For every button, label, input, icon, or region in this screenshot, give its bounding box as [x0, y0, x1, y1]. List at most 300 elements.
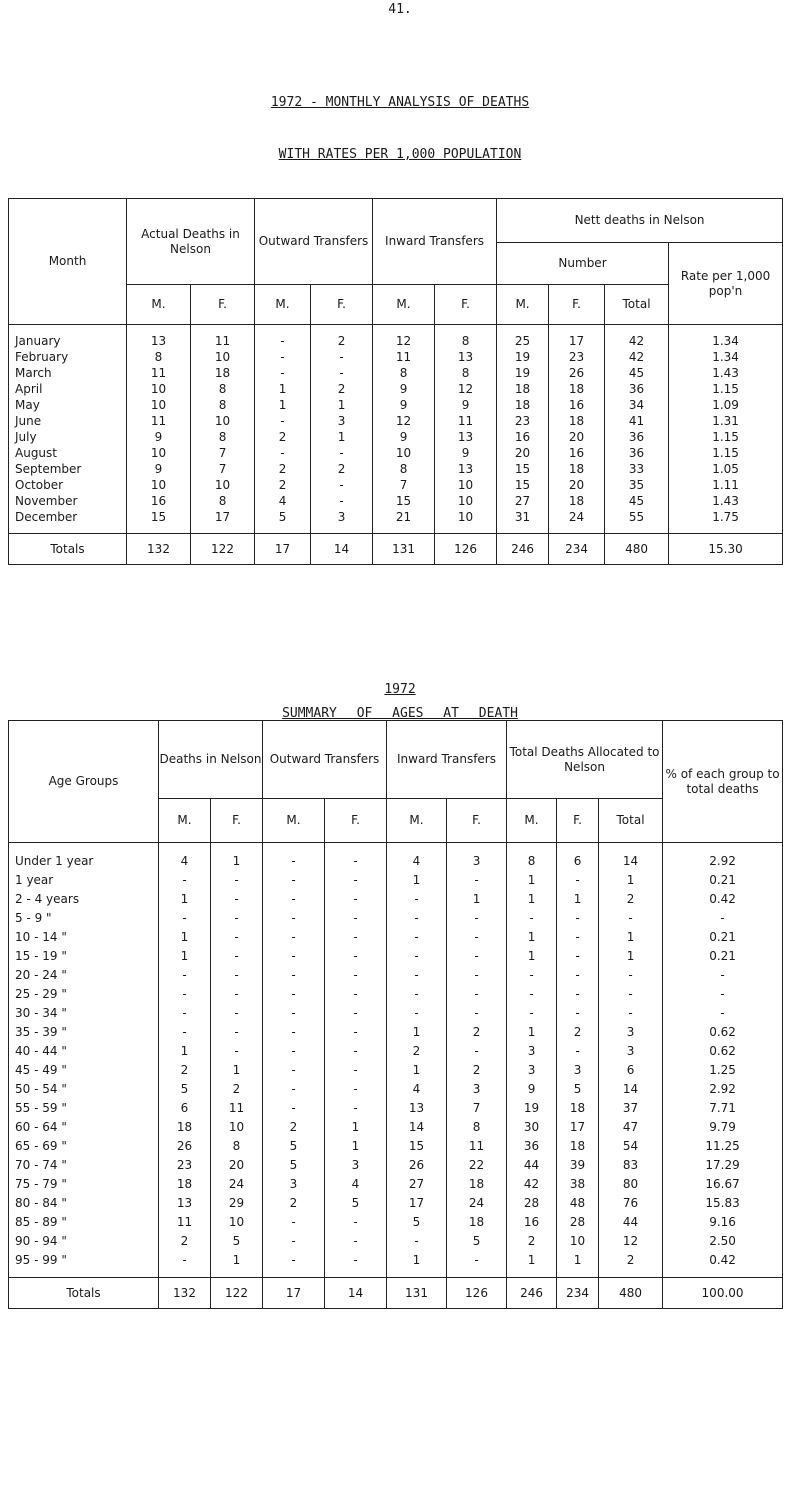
table-cell: - [325, 843, 387, 871]
totals-cell: 100.00 [663, 1278, 783, 1309]
table-cell: 47 [599, 1117, 663, 1136]
totals-cell: 246 [507, 1278, 557, 1309]
row-label: 85 - 89 " [9, 1212, 159, 1231]
totals-cell: 131 [373, 534, 435, 565]
table-cell: - [663, 984, 783, 1003]
table-cell: 18 [549, 493, 605, 509]
table-cell: - [211, 984, 263, 1003]
age-group-row [9, 870, 783, 889]
table-cell: - [255, 325, 311, 350]
row-label: August [9, 445, 127, 461]
table-cell: 18 [549, 413, 605, 429]
table-cell: 11 [211, 1098, 263, 1117]
summary-title [0, 706, 800, 721]
table-cell: 31 [497, 509, 549, 534]
row-label: June [9, 413, 127, 429]
table-cell: 4 [325, 1174, 387, 1193]
table-cell: - [557, 1003, 599, 1022]
table-cell: 0.42 [663, 889, 783, 908]
table-cell: - [325, 1079, 387, 1098]
table-cell: 5 [255, 509, 311, 534]
table-cell: 23 [497, 413, 549, 429]
table-cell: 5 [263, 1136, 325, 1155]
table-cell: 7 [191, 461, 255, 477]
table-cell: 8 [191, 493, 255, 509]
totals-cell: 246 [497, 534, 549, 565]
table-cell: 18 [557, 1098, 599, 1117]
row-label: 80 - 84 " [9, 1193, 159, 1212]
age-group-row [9, 1250, 783, 1278]
table-cell: 24 [549, 509, 605, 534]
table-cell: - [263, 908, 325, 927]
table-cell: 18 [497, 381, 549, 397]
month-row [9, 413, 783, 429]
table-cell: - [387, 889, 447, 908]
row-label: 55 - 59 " [9, 1098, 159, 1117]
table-cell: 14 [387, 1117, 447, 1136]
totals-cell: 17 [255, 534, 311, 565]
table-cell: 10 [127, 477, 191, 493]
table-cell: 6 [599, 1060, 663, 1079]
table-cell: 18 [159, 1174, 211, 1193]
table-cell: 15 [127, 509, 191, 534]
table-cell: - [447, 1041, 507, 1060]
table-cell: - [387, 908, 447, 927]
header-month: Month [9, 199, 127, 325]
header-m: M. [497, 285, 549, 325]
table-cell: - [325, 1250, 387, 1278]
month-row [9, 349, 783, 365]
header-total-allocated: Total Deaths Allocated to Nelson [507, 721, 663, 799]
table-cell: 1 [599, 946, 663, 965]
table-cell: 2 [599, 889, 663, 908]
table-cell: 2.92 [663, 843, 783, 871]
age-group-row [9, 1041, 783, 1060]
totals-cell: 132 [159, 1278, 211, 1309]
table-cell: 0.21 [663, 946, 783, 965]
table-cell: 8 [373, 461, 435, 477]
table-cell: 9.16 [663, 1212, 783, 1231]
table-cell: - [447, 927, 507, 946]
table-cell: 27 [387, 1174, 447, 1193]
table-cell: 17 [387, 1193, 447, 1212]
table-cell: 12 [373, 413, 435, 429]
table-cell: 4 [387, 843, 447, 871]
table-cell: 10 [191, 413, 255, 429]
totals-cell: 234 [557, 1278, 599, 1309]
table-cell: 39 [557, 1155, 599, 1174]
header-actual-deaths: Actual Deaths in Nelson [127, 199, 255, 285]
table-cell: 13 [435, 349, 497, 365]
table-cell: 16 [127, 493, 191, 509]
table-cell: 13 [159, 1193, 211, 1212]
table-cell: - [159, 1022, 211, 1041]
row-label: November [9, 493, 127, 509]
table-cell: 2 [447, 1060, 507, 1079]
table-cell: - [663, 965, 783, 984]
table-cell: 1 [211, 1250, 263, 1278]
table-cell: 2 [599, 1250, 663, 1278]
table-cell: - [311, 493, 373, 509]
table-cell: 13 [127, 325, 191, 350]
header-deaths-in-nelson: Deaths in Nelson [159, 721, 263, 799]
header-inward-transfers: Inward Transfers [373, 199, 497, 285]
table-cell: - [447, 870, 507, 889]
table-cell: 1.11 [669, 477, 783, 493]
table-cell: 1 [255, 397, 311, 413]
age-group-row [9, 965, 783, 984]
totals-label: Totals [9, 1278, 159, 1309]
table-cell: 10 [211, 1117, 263, 1136]
table-cell: 8 [507, 843, 557, 871]
table-cell: 1 [507, 889, 557, 908]
table-cell: - [159, 1250, 211, 1278]
table-cell: 3 [447, 1079, 507, 1098]
table-cell: 1 [211, 1060, 263, 1079]
table-cell: 1 [387, 1022, 447, 1041]
table-cell: - [387, 946, 447, 965]
table-cell: 8 [373, 365, 435, 381]
age-group-row [9, 908, 783, 927]
age-group-row [9, 1003, 783, 1022]
table-cell: 10 [557, 1231, 599, 1250]
table-cell: - [447, 984, 507, 1003]
totals-cell: 480 [605, 534, 669, 565]
table-cell: 12 [435, 381, 497, 397]
table-cell: 3 [507, 1060, 557, 1079]
header-age-groups: Age Groups [9, 721, 159, 843]
table-cell: 1.15 [669, 381, 783, 397]
header-total: Total [605, 285, 669, 325]
table-cell: 10 [373, 445, 435, 461]
row-label: 45 - 49 " [9, 1060, 159, 1079]
table-cell: 17 [549, 325, 605, 350]
row-label: March [9, 365, 127, 381]
table-cell: 1.15 [669, 445, 783, 461]
table-cell: 13 [435, 461, 497, 477]
table-cell: 42 [507, 1174, 557, 1193]
table-cell: - [263, 889, 325, 908]
table-cell: - [211, 889, 263, 908]
table-cell: 0.21 [663, 927, 783, 946]
table-cell: 42 [605, 325, 669, 350]
table-cell: - [211, 1003, 263, 1022]
row-label: 25 - 29 " [9, 984, 159, 1003]
table-cell: 12 [373, 325, 435, 350]
table-cell: 10 [435, 477, 497, 493]
table-cell: 5 [159, 1079, 211, 1098]
table-cell: - [325, 1212, 387, 1231]
table-cell: 15 [497, 461, 549, 477]
table-cell: 8 [191, 381, 255, 397]
table-cell: 4 [387, 1079, 447, 1098]
table-cell: - [263, 965, 325, 984]
row-label: 65 - 69 " [9, 1136, 159, 1155]
table-cell: - [557, 908, 599, 927]
table-cell: 5 [557, 1079, 599, 1098]
table-cell: - [211, 1022, 263, 1041]
table-cell: - [325, 889, 387, 908]
table-cell: - [663, 908, 783, 927]
table-cell: - [447, 1250, 507, 1278]
table-cell: - [557, 870, 599, 889]
table-cell: 1 [599, 870, 663, 889]
table-cell: 10 [127, 397, 191, 413]
table-cell: 1 [557, 889, 599, 908]
table-cell: - [211, 1041, 263, 1060]
table-cell: 5 [263, 1155, 325, 1174]
table-cell: 18 [447, 1212, 507, 1231]
totals-cell: 126 [447, 1278, 507, 1309]
table-cell: 36 [605, 381, 669, 397]
table-cell: - [263, 843, 325, 871]
table-cell: 33 [605, 461, 669, 477]
table-cell: - [557, 984, 599, 1003]
table-cell: - [557, 946, 599, 965]
table-cell: 2 [311, 461, 373, 477]
table-cell: 10 [435, 509, 497, 534]
table-cell: 8 [447, 1117, 507, 1136]
summary-year [0, 682, 800, 697]
row-label: 15 - 19 " [9, 946, 159, 965]
age-group-row [9, 927, 783, 946]
table-cell: 6 [557, 843, 599, 871]
table-cell: 1 [159, 927, 211, 946]
table-cell: 18 [557, 1136, 599, 1155]
table-cell: - [263, 1003, 325, 1022]
table-cell: 3 [599, 1041, 663, 1060]
table-cell: 20 [497, 445, 549, 461]
table-cell: - [263, 1022, 325, 1041]
table-cell: 2 [159, 1231, 211, 1250]
row-label: Under 1 year [9, 843, 159, 871]
table-cell: - [263, 1098, 325, 1117]
table-cell: 11 [127, 413, 191, 429]
table-cell: 11.25 [663, 1136, 783, 1155]
table-cell: - [325, 1098, 387, 1117]
table-cell: 16 [507, 1212, 557, 1231]
table-cell: - [325, 984, 387, 1003]
table-cell: 1 [325, 1136, 387, 1155]
table-cell: 26 [387, 1155, 447, 1174]
table-cell: 9 [373, 381, 435, 397]
table-cell: 54 [599, 1136, 663, 1155]
table-cell: - [325, 1003, 387, 1022]
table-cell: - [447, 946, 507, 965]
row-label: April [9, 381, 127, 397]
table-cell: 83 [599, 1155, 663, 1174]
summary-year-text: 1972 [384, 682, 416, 697]
table-cell: - [211, 946, 263, 965]
age-group-row [9, 1117, 783, 1136]
table-cell: 18 [159, 1117, 211, 1136]
table-cell: 11 [373, 349, 435, 365]
table-cell: - [447, 1003, 507, 1022]
totals-cell: 234 [549, 534, 605, 565]
table-cell: 19 [507, 1098, 557, 1117]
table-cell: 26 [549, 365, 605, 381]
age-group-row [9, 1098, 783, 1117]
table-cell: - [325, 1022, 387, 1041]
age-group-row [9, 1155, 783, 1174]
header-f: F. [549, 285, 605, 325]
table-cell: 24 [447, 1193, 507, 1212]
row-label: February [9, 349, 127, 365]
age-group-row [9, 1174, 783, 1193]
row-label: July [9, 429, 127, 445]
table-cell: - [325, 1231, 387, 1250]
month-row [9, 429, 783, 445]
table-cell: 38 [557, 1174, 599, 1193]
table-cell: 16 [549, 397, 605, 413]
table-cell: 1.15 [669, 429, 783, 445]
table-cell: 30 [507, 1117, 557, 1136]
table-cell: 34 [605, 397, 669, 413]
table-cell: 2.50 [663, 1231, 783, 1250]
table-cell: 3 [447, 843, 507, 871]
monthly-deaths-table [8, 198, 783, 565]
table-cell: 3 [557, 1060, 599, 1079]
summary-title-text: SUMMARY OF AGES AT DEATH [282, 706, 518, 721]
table-cell: 1 [557, 1250, 599, 1278]
table-cell: 0.21 [663, 870, 783, 889]
table-cell: 4 [159, 843, 211, 871]
table-cell: 2 [311, 325, 373, 350]
table-cell: 0.42 [663, 1250, 783, 1278]
table-cell: 41 [605, 413, 669, 429]
totals-cell: 132 [127, 534, 191, 565]
table-cell: - [211, 965, 263, 984]
table-cell: - [447, 908, 507, 927]
header-nett-deaths: Nett deaths in Nelson [497, 199, 783, 243]
table-cell: 15 [387, 1136, 447, 1155]
row-label: 30 - 34 " [9, 1003, 159, 1022]
table-cell: 11 [159, 1212, 211, 1231]
table-cell: 14 [599, 843, 663, 871]
table-cell: 20 [549, 477, 605, 493]
age-group-row [9, 1136, 783, 1155]
table-cell: - [263, 927, 325, 946]
table-cell: 1 [387, 1250, 447, 1278]
table-cell: - [325, 965, 387, 984]
table-cell: 8 [435, 365, 497, 381]
table-cell: 27 [497, 493, 549, 509]
page-number: 41. [388, 2, 412, 17]
monthly-table-totals [9, 534, 783, 565]
table-cell: 8 [435, 325, 497, 350]
header-total: Total [599, 799, 663, 843]
table-cell: 10 [435, 493, 497, 509]
row-label: January [9, 325, 127, 350]
table-cell: 9.79 [663, 1117, 783, 1136]
table-cell: - [599, 1003, 663, 1022]
table-cell: 3 [311, 413, 373, 429]
table-cell: 80 [599, 1174, 663, 1193]
report-subtitle-text: WITH RATES PER 1,000 POPULATION [278, 147, 522, 162]
table-cell: 1 [325, 1117, 387, 1136]
table-cell: - [387, 1231, 447, 1250]
age-group-row [9, 1060, 783, 1079]
table-cell: - [325, 946, 387, 965]
table-cell: 1 [255, 381, 311, 397]
table-cell: 23 [159, 1155, 211, 1174]
table-cell: 7 [373, 477, 435, 493]
row-label: December [9, 509, 127, 534]
table-cell: 10 [191, 477, 255, 493]
age-group-row [9, 843, 783, 871]
totals-cell: 480 [599, 1278, 663, 1309]
table-cell: - [387, 927, 447, 946]
table-cell: 9 [435, 397, 497, 413]
table-cell: 1.75 [669, 509, 783, 534]
table-cell: 2.92 [663, 1079, 783, 1098]
table-cell: 3 [263, 1174, 325, 1193]
age-group-row [9, 984, 783, 1003]
row-label: 5 - 9 " [9, 908, 159, 927]
table-cell: 10 [211, 1212, 263, 1231]
table-cell: 20 [211, 1155, 263, 1174]
month-row [9, 365, 783, 381]
table-cell: 36 [605, 445, 669, 461]
table-cell: 1 [159, 1041, 211, 1060]
table-cell: 19 [497, 349, 549, 365]
table-cell: 2 [263, 1193, 325, 1212]
row-label: 95 - 99 " [9, 1250, 159, 1278]
table-cell: - [387, 1003, 447, 1022]
table-cell: 1 [507, 946, 557, 965]
table-cell: - [325, 908, 387, 927]
table-cell: 2 [557, 1022, 599, 1041]
row-label: 70 - 74 " [9, 1155, 159, 1174]
table-cell: - [263, 946, 325, 965]
table-cell: - [599, 984, 663, 1003]
table-cell: 20 [549, 429, 605, 445]
table-cell: 36 [605, 429, 669, 445]
table-cell: - [325, 1041, 387, 1060]
table-cell: - [311, 445, 373, 461]
table-cell: - [325, 870, 387, 889]
table-cell: 23 [549, 349, 605, 365]
table-cell: 7 [191, 445, 255, 461]
table-cell: 11 [191, 325, 255, 350]
table-cell: 11 [127, 365, 191, 381]
age-table-body [9, 843, 783, 1278]
row-label: 50 - 54 " [9, 1079, 159, 1098]
table-cell: - [387, 984, 447, 1003]
table-cell: 3 [507, 1041, 557, 1060]
table-cell: 0.62 [663, 1022, 783, 1041]
table-cell: 7 [447, 1098, 507, 1117]
header-m: M. [255, 285, 311, 325]
table-cell: 9 [127, 461, 191, 477]
table-cell: 1 [507, 1022, 557, 1041]
table-cell: 1 [387, 870, 447, 889]
table-cell: 10 [191, 349, 255, 365]
table-cell: - [159, 984, 211, 1003]
report-title [0, 95, 800, 110]
table-cell: - [211, 908, 263, 927]
table-cell: 1 [159, 946, 211, 965]
table-cell: - [507, 984, 557, 1003]
table-cell: 1.43 [669, 493, 783, 509]
row-label: 90 - 94 " [9, 1231, 159, 1250]
table-cell: 1.34 [669, 325, 783, 350]
header-m: M. [507, 799, 557, 843]
table-cell: 24 [211, 1174, 263, 1193]
table-cell: 18 [497, 397, 549, 413]
table-cell: 16 [497, 429, 549, 445]
table-cell: 1 [599, 927, 663, 946]
